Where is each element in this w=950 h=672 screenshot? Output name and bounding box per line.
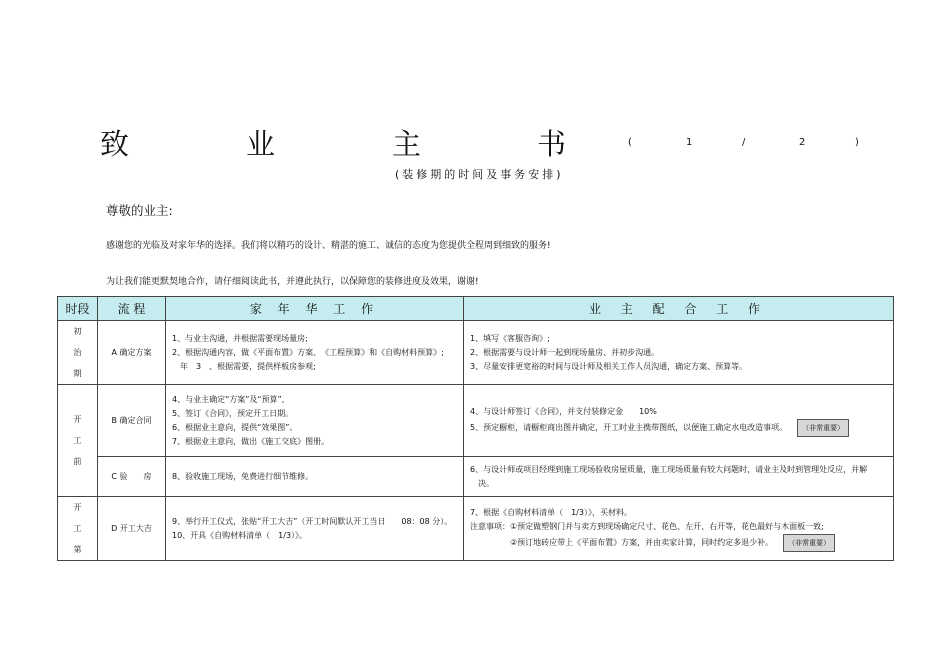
header-company-work: 家 年 华 工 作 [166,297,464,321]
period-cell: 初 治 期 [58,321,98,385]
schedule-table [57,296,894,561]
company-cell: 4、与业主确定“方案”及“预算”， 5、签订《合同》，预定开工日期。 6、根据业主意向，提供“效果图”。 7、根据业主意向，做出《施工交底》图册。 [166,385,464,457]
owner-cell: 7、根据《自购材料清单（ 1/3）》，买材料。 注意事项：①预定做塑钢门并与卖方到现场确定尺寸、花色、左开、右开等，花色最好与木面板一致; ②预订地砖应带上《平面布置》方案，并由卖家计算，同时约定多退少补。 （非常重要） [464,497,894,561]
table-header-row [58,297,894,321]
page-indicator-slash: / [742,137,746,148]
page-indicator-current: 1 [686,137,693,148]
period-cell: 开 工 第 [58,497,98,561]
title-char-4: 书 [537,127,567,161]
very-important-badge: （非常重要） [783,534,835,552]
table-row [58,457,894,497]
flow-cell: B 确定合同 [98,385,166,457]
owner-cell: 6、与设计师或项目经理到施工现场验收房屋质量，施工现场质量有较大问题时，请业主及时到管理处反应，并解 决。 [464,457,894,497]
intro-paragraph-1: 感谢您的光临及对家年华的选择。我们将以精巧的设计、精湛的施工、诚信的态度为您提供全程周到细致的服务! [106,241,551,251]
title-char-3: 主 [392,127,422,161]
page-indicator-total: 2 [799,137,806,148]
table-row [58,497,894,561]
flow-cell: C 验 房 [98,457,166,497]
company-cell: 9、举行开工仪式，张贴“开工大吉”（开工时间默认开工当日 08：08 分）。 10、开具《自购材料清单（ 1/3）》。 [166,497,464,561]
title-char-1: 致 [100,127,130,161]
period-cell: 开 工 前 [58,385,98,497]
table-row [58,385,894,457]
company-cell: 1、与业主沟通，并根据需要现场量房; 2、根据沟通内容，做《平面布置》方案、 《工程预算》和《自购材料预算》; 年 3 、根据需要，提供样板房参观; [166,321,464,385]
company-cell: 8、验收施工现场，免费进行细节维修。 [166,457,464,497]
very-important-badge: （非常重要） [797,419,849,437]
table-row [58,321,894,385]
owner-cell: 4、与设计师签订《合同》，并支付装修定金 10% 5、预定橱柜，请橱柜商出图并确定，开工时业主携带图纸，以便施工确定水电改造事项。 （非常重要） [464,385,894,457]
title-char-2: 业 [246,127,276,161]
header-flow: 流 程 [98,297,166,321]
page-indicator-open: ( [628,137,632,148]
header-owner-work: 业 主 配 合 工 作 [464,297,894,321]
page-indicator-close: ) [855,137,859,148]
flow-cell: A 确定方案 [98,321,166,385]
intro-paragraph-2: 为让我们能更默契地合作，请仔细阅读此书，并遵此执行，以保障您的装修进度及效果，谢谢! [106,277,479,287]
flow-cell: D 开工大吉 [98,497,166,561]
header-period: 时段 [58,297,98,321]
greeting: 尊敬的业主: [106,203,173,218]
subtitle: (装修期的时间及事务安排) [395,168,564,181]
owner-cell: 1、填写《客服咨询》; 2、根据需要与设计师一起到现场量房、并初步沟通。 3、尽量安排更宽裕的时间与设计师及相关工作人员沟通，确定方案、预算等。 [464,321,894,385]
